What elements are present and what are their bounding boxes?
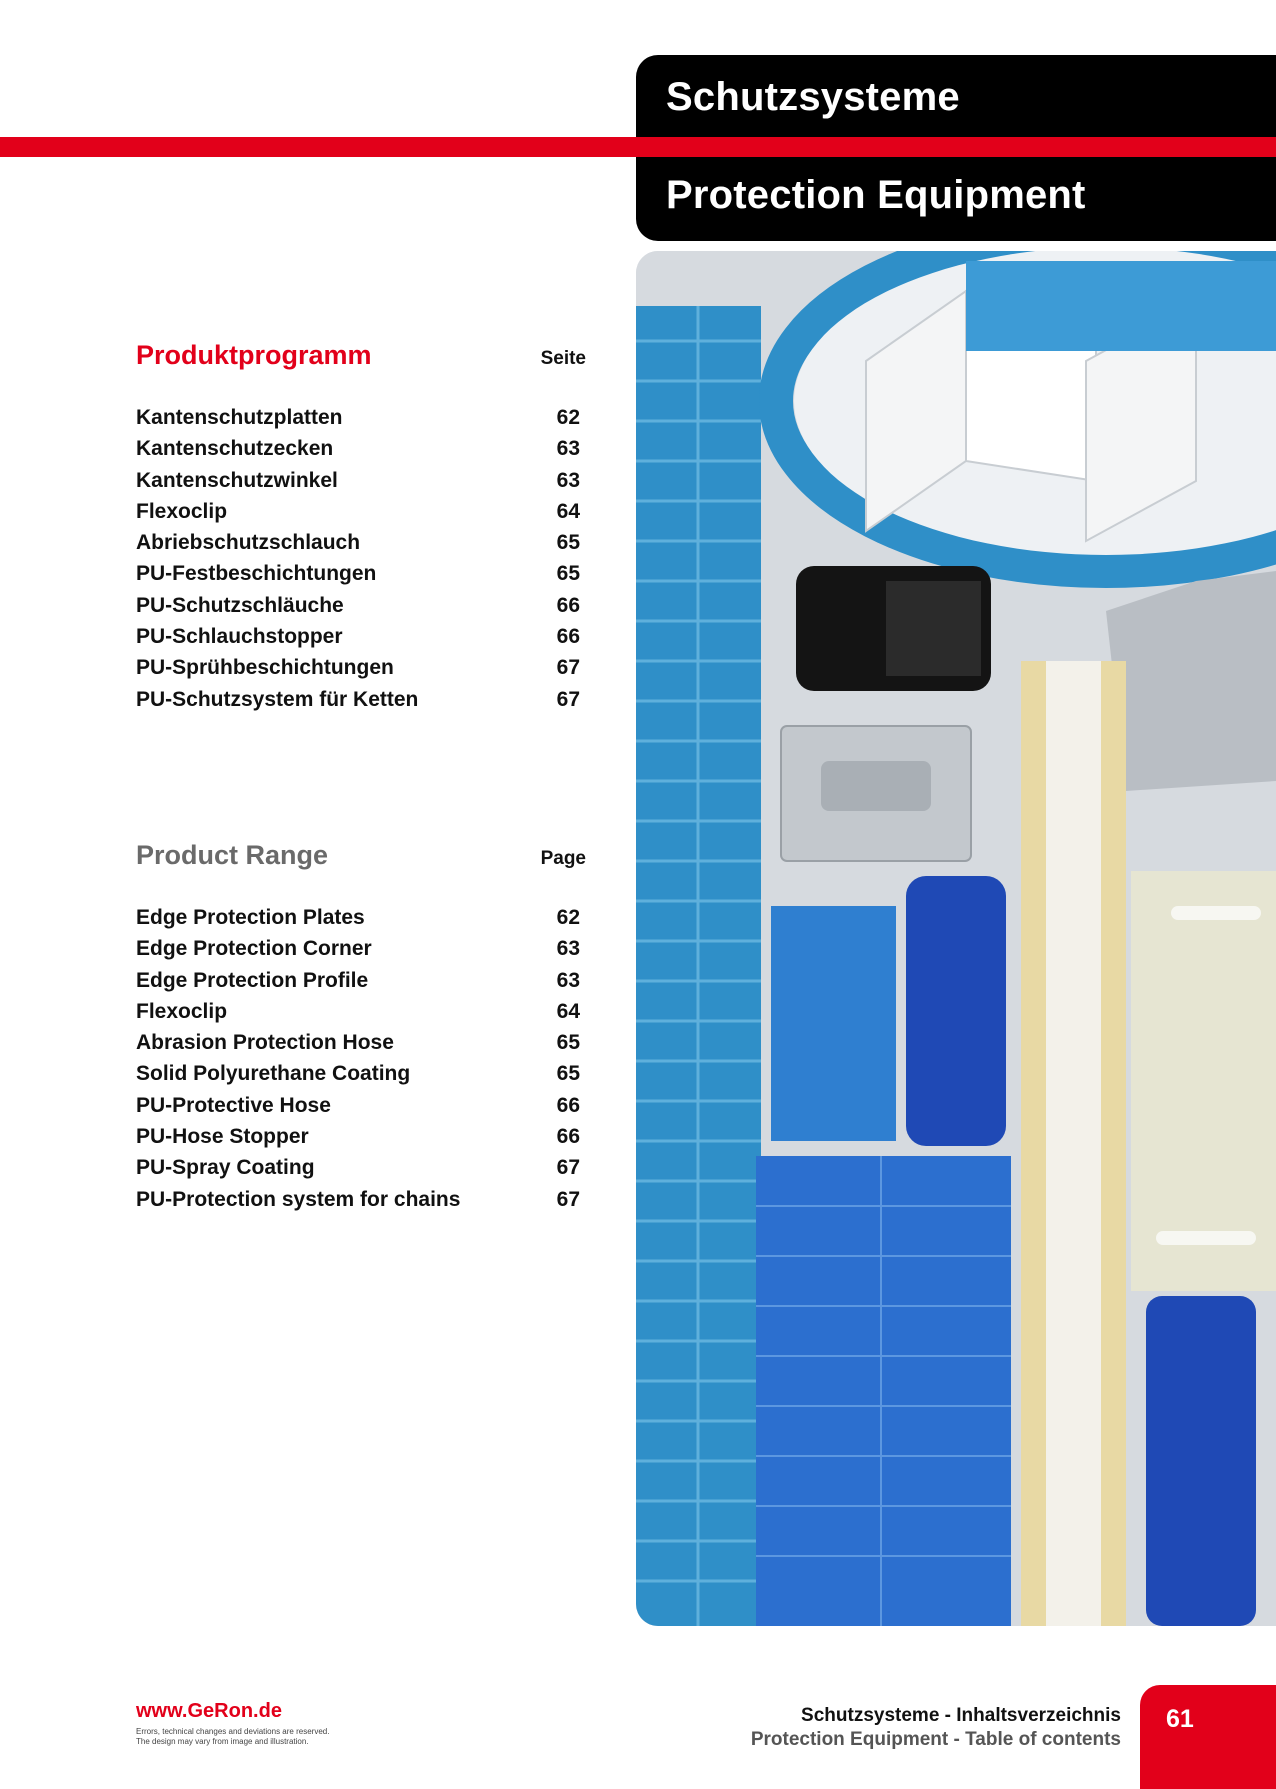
list-item bbox=[136, 1156, 586, 1187]
item-page: 66 bbox=[556, 625, 580, 649]
item-name: PU-Hose Stopper bbox=[136, 1125, 309, 1149]
product-photo bbox=[636, 251, 1276, 1626]
item-name: Edge Protection Profile bbox=[136, 968, 369, 992]
item-name: PU-Schlauchstopper bbox=[136, 625, 343, 649]
item-name: Kantenschutzecken bbox=[136, 437, 334, 461]
item-name: Flexoclip bbox=[136, 999, 228, 1023]
list-item bbox=[136, 406, 586, 437]
page-number-tab bbox=[1140, 1685, 1276, 1789]
header-title-de: Schutzsysteme bbox=[666, 75, 960, 119]
disclaimer-line-1: Errors, technical changes and deviations are reserved. bbox=[136, 1727, 330, 1736]
header-title-en: Protection Equipment bbox=[666, 173, 1086, 217]
footer-section-title bbox=[751, 1704, 1121, 1752]
list-item bbox=[136, 906, 586, 937]
list-item bbox=[136, 969, 586, 1000]
item-name: Edge Protection Plates bbox=[136, 906, 365, 929]
product-photo-illustration bbox=[636, 251, 1276, 1626]
website-link[interactable]: www.GeRon.de bbox=[136, 1700, 282, 1722]
item-name: PU-Protection system for chains bbox=[136, 1187, 461, 1211]
item-name: Flexoclip bbox=[136, 499, 228, 523]
toc-german bbox=[136, 340, 586, 719]
header-box bbox=[636, 55, 1276, 241]
item-page: 63 bbox=[556, 968, 580, 992]
item-name: Solid Polyurethane Coating bbox=[136, 1062, 411, 1086]
item-name: Kantenschutzwinkel bbox=[136, 468, 338, 492]
toc-english-heading: Product Range bbox=[136, 840, 329, 870]
list-item bbox=[136, 625, 586, 656]
toc-german-page-label: Seite bbox=[540, 348, 586, 369]
blue-strip-left bbox=[636, 306, 761, 1626]
item-page: 65 bbox=[556, 1062, 580, 1086]
item-page: 63 bbox=[556, 468, 580, 492]
list-item bbox=[136, 437, 586, 468]
item-page: 62 bbox=[556, 406, 580, 429]
item-name: Abriebschutzschlauch bbox=[136, 531, 361, 555]
item-name: PU-Spray Coating bbox=[136, 1156, 315, 1180]
list-item bbox=[136, 656, 586, 687]
list-item bbox=[136, 1031, 586, 1062]
item-page: 65 bbox=[556, 562, 580, 586]
item-page: 63 bbox=[556, 437, 580, 461]
item-name: PU-Sprühbeschichtungen bbox=[136, 656, 394, 680]
list-item bbox=[136, 937, 586, 968]
toc-english-header bbox=[136, 840, 586, 896]
item-page: 66 bbox=[556, 593, 580, 617]
list-item bbox=[136, 594, 586, 625]
item-name: PU-Schutzsystem für Ketten bbox=[136, 687, 419, 711]
item-page: 63 bbox=[556, 937, 580, 961]
list-item bbox=[136, 1188, 586, 1219]
item-page: 66 bbox=[556, 1125, 580, 1149]
header-red-stripe bbox=[636, 137, 1276, 157]
toc-english bbox=[136, 840, 586, 1219]
list-item bbox=[136, 1000, 586, 1031]
toc-german-list bbox=[136, 406, 586, 719]
list-item bbox=[136, 500, 586, 531]
disclaimer-note bbox=[136, 1727, 329, 1747]
disclaimer-line-2: The design may vary from image and illustration. bbox=[136, 1737, 309, 1746]
item-page: 67 bbox=[556, 1156, 580, 1180]
list-item bbox=[136, 1125, 586, 1156]
toc-german-heading: Produktprogramm bbox=[136, 340, 372, 370]
item-page: 65 bbox=[556, 1031, 580, 1055]
list-item bbox=[136, 688, 586, 719]
page-number: 61 bbox=[1166, 1705, 1194, 1733]
list-item bbox=[136, 469, 586, 500]
toc-english-page-label: Page bbox=[540, 848, 586, 869]
item-page: 64 bbox=[556, 499, 580, 523]
footer-section-en: Protection Equipment - Table of contents bbox=[750, 1729, 1121, 1750]
item-name: Abrasion Protection Hose bbox=[136, 1031, 394, 1055]
item-name: PU-Festbeschichtungen bbox=[136, 562, 377, 586]
toc-english-list bbox=[136, 906, 586, 1219]
toc-german-header bbox=[136, 340, 586, 396]
item-page: 66 bbox=[556, 1093, 580, 1117]
item-name: PU-Protective Hose bbox=[136, 1093, 331, 1117]
item-name: PU-Schutzschläuche bbox=[136, 593, 344, 617]
item-page: 67 bbox=[556, 1187, 580, 1211]
list-item bbox=[136, 1094, 586, 1125]
list-item bbox=[136, 1062, 586, 1093]
item-name: Kantenschutzplatten bbox=[136, 406, 343, 429]
item-page: 64 bbox=[556, 999, 580, 1023]
item-page: 67 bbox=[556, 687, 580, 711]
item-page: 62 bbox=[556, 906, 580, 929]
list-item bbox=[136, 562, 586, 593]
item-page: 65 bbox=[556, 531, 580, 555]
footer-section-de: Schutzsysteme - Inhaltsverzeichnis bbox=[801, 1705, 1121, 1726]
item-page: 67 bbox=[556, 656, 580, 680]
footer-left bbox=[136, 1700, 329, 1747]
item-name: Edge Protection Corner bbox=[136, 937, 372, 961]
list-item bbox=[136, 531, 586, 562]
